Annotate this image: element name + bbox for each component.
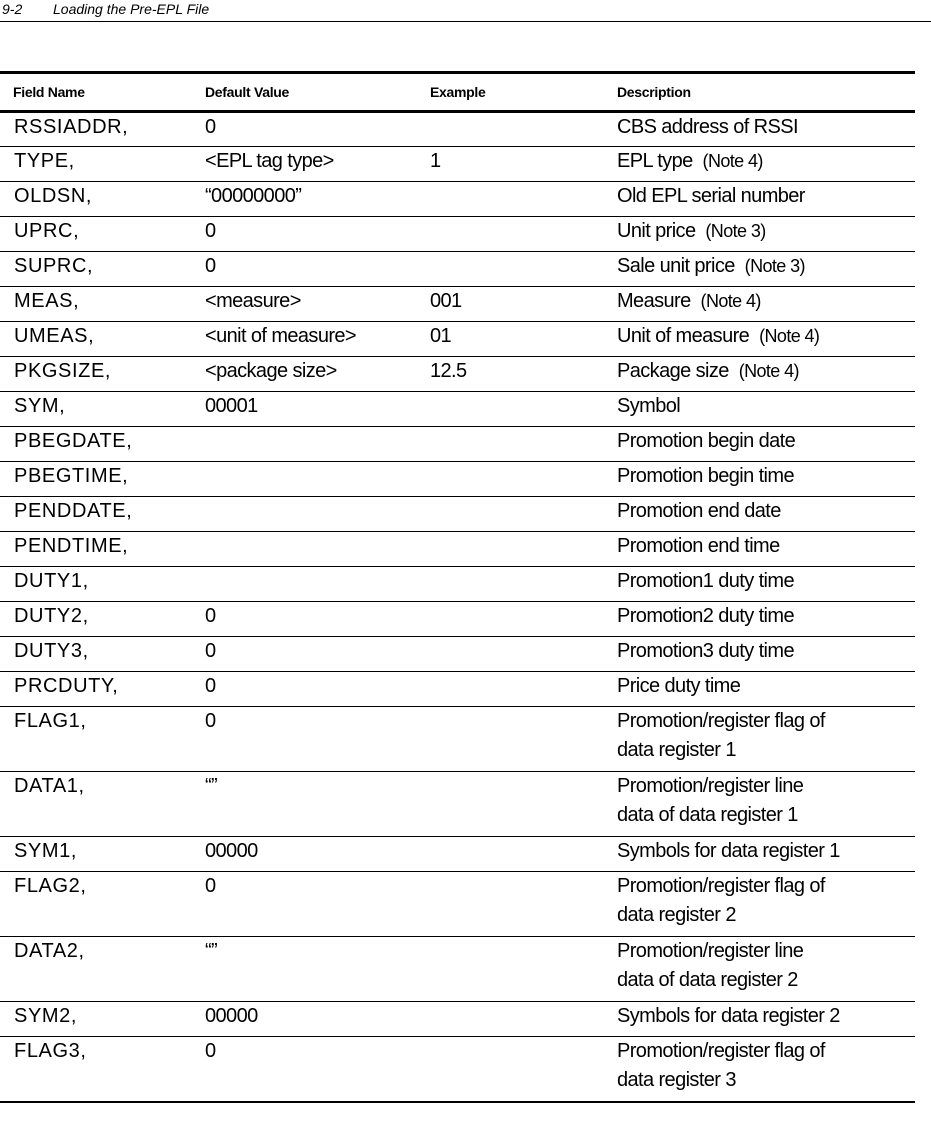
example-cell	[416, 937, 604, 1002]
default-value-cell	[191, 462, 416, 497]
description-text: data register 2	[617, 904, 736, 926]
description-line	[617, 567, 915, 596]
description-text: Symbols for data register 2	[617, 1005, 840, 1027]
table-row	[0, 357, 915, 392]
default-value-cell: 0	[191, 707, 416, 772]
description-cell	[604, 532, 915, 567]
description-text: Old EPL serial number	[617, 185, 805, 207]
default-value-cell: 0	[191, 1037, 416, 1102]
default-value-cell: <unit of measure>	[191, 322, 416, 357]
default-value-cell: “”	[191, 937, 416, 1002]
description-text: Promotion/register flag of	[617, 875, 825, 897]
table-body	[0, 112, 915, 1102]
example-cell	[416, 112, 604, 147]
default-value-cell	[191, 497, 416, 532]
table-row	[0, 637, 915, 672]
description-text: Promotion1 duty time	[617, 570, 794, 592]
default-value-cell: 0	[191, 672, 416, 707]
description-cell	[604, 707, 915, 772]
table-row	[0, 182, 915, 217]
default-value-cell: <package size>	[191, 357, 416, 392]
description-text: Price duty time	[617, 675, 741, 697]
description-line	[617, 872, 915, 901]
column-header-field-name: Field Name	[0, 73, 191, 112]
description-text: Unit price	[617, 220, 696, 242]
description-line	[617, 966, 915, 995]
default-value-cell: 0	[191, 872, 416, 937]
table-row	[0, 1002, 915, 1037]
description-line	[617, 287, 915, 316]
example-cell	[416, 182, 604, 217]
note-reference: (Note 4)	[700, 291, 761, 311]
example-cell	[416, 532, 604, 567]
example-cell: 001	[416, 287, 604, 322]
example-cell	[416, 602, 604, 637]
page-number: 9-2	[2, 1, 23, 17]
table-row	[0, 217, 915, 252]
field-name-cell: DUTY3,	[0, 637, 191, 672]
description-cell	[604, 287, 915, 322]
note-reference: (Note 4)	[759, 326, 820, 346]
page-header	[0, 0, 931, 22]
description-text: Promotion/register flag of	[617, 1040, 825, 1062]
example-cell	[416, 1037, 604, 1102]
table-row	[0, 322, 915, 357]
field-name-cell: PKGSIZE,	[0, 357, 191, 392]
description-text: Promotion2 duty time	[617, 605, 794, 627]
description-line	[617, 1066, 915, 1095]
description-text: Promotion/register line	[617, 940, 804, 962]
description-line	[617, 322, 915, 351]
field-name-cell: TYPE,	[0, 147, 191, 182]
description-line	[617, 637, 915, 666]
table-header-row	[0, 73, 915, 112]
table-row	[0, 147, 915, 182]
example-cell	[416, 427, 604, 462]
example-cell: 01	[416, 322, 604, 357]
field-name-cell: PBEGDATE,	[0, 427, 191, 462]
table-row	[0, 707, 915, 772]
table-row	[0, 497, 915, 532]
table-row	[0, 287, 915, 322]
description-line	[617, 182, 915, 211]
default-value-cell: “00000000”	[191, 182, 416, 217]
field-name-cell: FLAG3,	[0, 1037, 191, 1102]
description-line	[617, 147, 915, 176]
description-cell	[604, 837, 915, 872]
description-text: Promotion/register flag of	[617, 710, 825, 732]
field-name-cell: OLDSN,	[0, 182, 191, 217]
description-cell	[604, 772, 915, 837]
description-text: Promotion begin time	[617, 465, 794, 487]
example-cell: 1	[416, 147, 604, 182]
table-row	[0, 252, 915, 287]
table-row	[0, 112, 915, 147]
table-row	[0, 937, 915, 1002]
description-line	[617, 837, 915, 866]
description-line	[617, 532, 915, 561]
table-row	[0, 837, 915, 872]
description-text: Promotion3 duty time	[617, 640, 794, 662]
default-value-cell: 00000	[191, 837, 416, 872]
description-line	[617, 217, 915, 246]
description-line	[617, 937, 915, 966]
note-reference: (Note 3)	[705, 221, 766, 241]
field-name-cell: DATA1,	[0, 772, 191, 837]
example-cell	[416, 252, 604, 287]
description-cell	[604, 217, 915, 252]
table-row	[0, 392, 915, 427]
description-text: data register 3	[617, 1069, 736, 1091]
description-cell	[604, 672, 915, 707]
description-text: Promotion end date	[617, 500, 781, 522]
description-line	[617, 672, 915, 701]
description-line	[617, 901, 915, 930]
field-name-cell: PBEGTIME,	[0, 462, 191, 497]
description-line	[617, 392, 915, 421]
field-name-cell: SYM1,	[0, 837, 191, 872]
description-text: Sale unit price	[617, 255, 735, 277]
description-cell	[604, 462, 915, 497]
field-name-cell: UMEAS,	[0, 322, 191, 357]
example-cell	[416, 462, 604, 497]
column-header-example: Example	[416, 73, 604, 112]
default-value-cell: <EPL tag type>	[191, 147, 416, 182]
example-cell	[416, 637, 604, 672]
example-cell	[416, 707, 604, 772]
description-line	[617, 252, 915, 281]
description-cell	[604, 322, 915, 357]
field-name-cell: SUPRC,	[0, 252, 191, 287]
column-header-default-value: Default Value	[191, 73, 416, 112]
example-cell	[416, 1002, 604, 1037]
example-cell	[416, 567, 604, 602]
example-cell	[416, 217, 604, 252]
note-reference: (Note 3)	[744, 256, 805, 276]
description-line	[617, 772, 915, 801]
table-row	[0, 872, 915, 937]
description-text: Unit of measure	[617, 325, 750, 347]
field-table	[0, 71, 915, 1103]
field-name-cell: PENDTIME,	[0, 532, 191, 567]
example-cell	[416, 872, 604, 937]
field-name-cell: PENDDATE,	[0, 497, 191, 532]
field-name-cell: RSSIADDR,	[0, 112, 191, 147]
description-cell	[604, 602, 915, 637]
description-line	[617, 357, 915, 386]
table-row	[0, 602, 915, 637]
default-value-cell: 00001	[191, 392, 416, 427]
description-line	[617, 602, 915, 631]
table-row	[0, 1037, 915, 1102]
example-cell	[416, 837, 604, 872]
description-line	[617, 801, 915, 830]
default-value-cell: 0	[191, 602, 416, 637]
field-name-cell: UPRC,	[0, 217, 191, 252]
example-cell	[416, 772, 604, 837]
table-row	[0, 772, 915, 837]
description-cell	[604, 357, 915, 392]
default-value-cell: 0	[191, 252, 416, 287]
description-line	[617, 1002, 915, 1031]
example-cell	[416, 672, 604, 707]
field-name-cell: DUTY1,	[0, 567, 191, 602]
description-cell	[604, 182, 915, 217]
field-name-cell: SYM2,	[0, 1002, 191, 1037]
default-value-cell: 0	[191, 112, 416, 147]
description-text: Promotion end time	[617, 535, 780, 557]
example-cell	[416, 497, 604, 532]
table-row	[0, 567, 915, 602]
description-line	[617, 497, 915, 526]
table-row	[0, 427, 915, 462]
description-cell	[604, 427, 915, 462]
description-cell	[604, 497, 915, 532]
description-line	[617, 113, 915, 142]
description-text: Symbols for data register 1	[617, 840, 840, 862]
example-cell	[416, 392, 604, 427]
description-line	[617, 736, 915, 765]
description-text: data of data register 2	[617, 969, 798, 991]
description-cell	[604, 637, 915, 672]
field-name-cell: FLAG2,	[0, 872, 191, 937]
description-text: Package size	[617, 360, 729, 382]
default-value-cell	[191, 567, 416, 602]
default-value-cell: 00000	[191, 1002, 416, 1037]
description-cell	[604, 147, 915, 182]
description-text: data of data register 1	[617, 804, 798, 826]
description-text: Measure	[617, 290, 691, 312]
description-line	[617, 462, 915, 491]
default-value-cell: “”	[191, 772, 416, 837]
field-name-cell: DATA2,	[0, 937, 191, 1002]
field-name-cell: MEAS,	[0, 287, 191, 322]
description-text: EPL type	[617, 150, 693, 172]
default-value-cell: 0	[191, 217, 416, 252]
table-row	[0, 672, 915, 707]
default-value-cell: <measure>	[191, 287, 416, 322]
example-cell: 12.5	[416, 357, 604, 392]
description-line	[617, 1037, 915, 1066]
field-name-cell: DUTY2,	[0, 602, 191, 637]
column-header-description: Description	[604, 73, 915, 112]
description-line	[617, 427, 915, 456]
description-cell	[604, 872, 915, 937]
field-name-cell: PRCDUTY,	[0, 672, 191, 707]
description-cell	[604, 392, 915, 427]
field-name-cell: SYM,	[0, 392, 191, 427]
table-row	[0, 462, 915, 497]
table-row	[0, 532, 915, 567]
field-name-cell: FLAG1,	[0, 707, 191, 772]
note-reference: (Note 4)	[738, 361, 799, 381]
description-cell	[604, 252, 915, 287]
description-cell	[604, 937, 915, 1002]
note-reference: (Note 4)	[702, 151, 763, 171]
description-cell	[604, 112, 915, 147]
description-text: CBS address of RSSI	[617, 116, 798, 138]
description-cell	[604, 1037, 915, 1102]
description-cell	[604, 567, 915, 602]
default-value-cell: 0	[191, 637, 416, 672]
description-text: Symbol	[617, 395, 681, 417]
description-text: data register 1	[617, 739, 736, 761]
default-value-cell	[191, 427, 416, 462]
page-title: Loading the Pre-EPL File	[53, 1, 210, 17]
default-value-cell	[191, 532, 416, 567]
description-text: Promotion begin date	[617, 430, 796, 452]
description-text: Promotion/register line	[617, 775, 804, 797]
description-line	[617, 707, 915, 736]
description-cell	[604, 1002, 915, 1037]
